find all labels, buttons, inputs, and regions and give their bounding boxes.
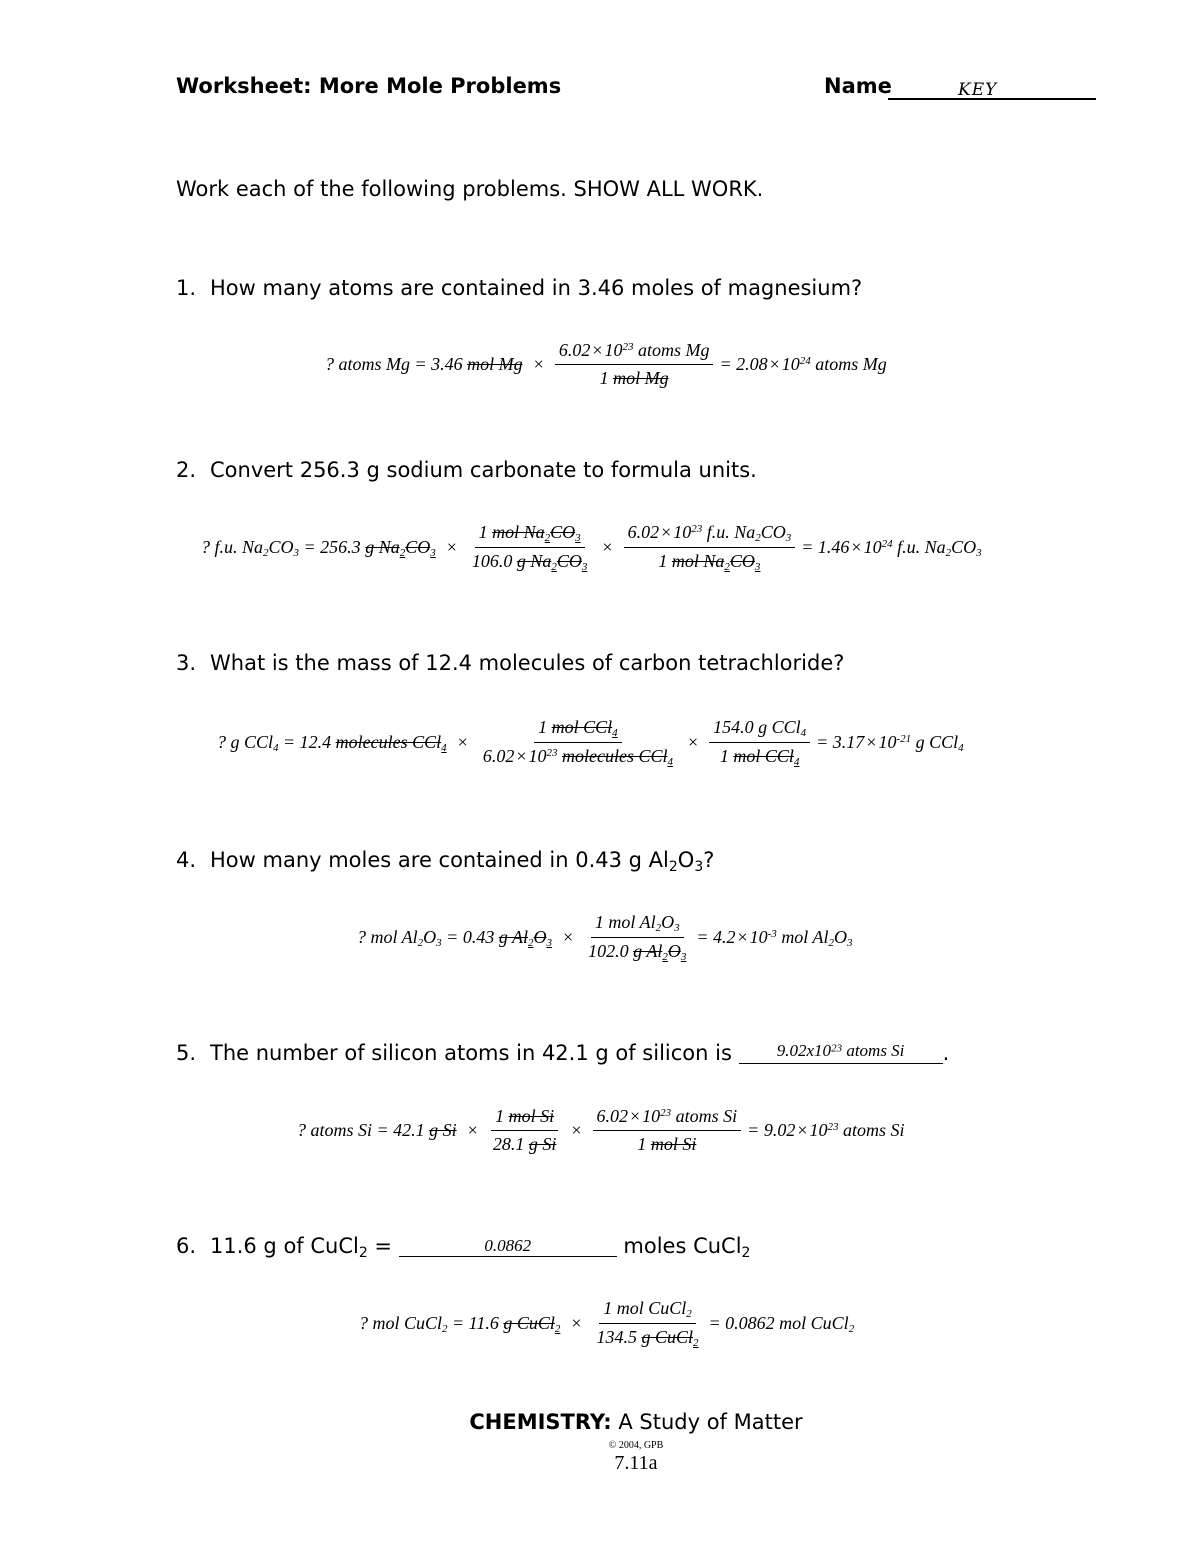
question-text: How many atoms are contained in 3.46 moles of magnesium? <box>210 276 863 300</box>
equation-2: ? f.u. $Na_2CO_3 = 256.3$ g $Na_2CO_3$ × $\frac{1 mol Na_2CO_3}{106.0 g Na_2CO_3}$ × $\frac{6.02 \times 10^{23} f.u. Na_2CO_3}{1 mol Na_2CO_3}$ = $1.46 \times 10^{24}$ f.u. $Na_2CO_3$ <box>201 522 982 573</box>
question-1 <box>176 276 862 300</box>
question-4: 4. How many moles are contained in 0.43 g $Al_2O_3$? <box>176 848 715 875</box>
answer-blank: 0.0862 <box>399 1234 617 1257</box>
question-text: What is the mass of 12.4 molecules of carbon tetrachloride? <box>210 651 845 675</box>
equation-1: ? atoms Mg = 3.46 mol Mg × $\frac{6.02 \times 10^{23} atoms Mg}{\text{1 mol Mg}}$ = $2.08 \times 10^{24}$ atoms Mg <box>325 340 887 388</box>
worksheet-title: Worksheet: More Mole Problems <box>176 74 562 98</box>
question-text: Convert 256.3 g sodium carbonate to formula units. <box>210 458 757 482</box>
question-number: 3. <box>176 651 197 675</box>
equation-3: ? g CCl$_4$ = 12.4 molecules CCl$_4$ × $\frac{1 mol CCl_4}{6.02 \times 10^{23} molecules CCl_4}$ × $\frac{154.0 g CCl_4}{1 mol CCl_4}$ = $3.17 \times 10^{-21}$ g CCl$_4$ <box>217 717 964 768</box>
question-3 <box>176 651 844 675</box>
footer-copyright: © 2004, GPB <box>608 1440 664 1451</box>
question-6: 6. 11.6 g of CuCl$_2$ = 0.0862 moles CuCl$_2$ <box>176 1234 751 1261</box>
page-number: 7.11a <box>614 1452 658 1474</box>
question-number: 5. <box>176 1041 197 1065</box>
equation-4: ? mol $Al_2O_3 = 0.43$ g $Al_2O_3$ × $\frac{1 mol Al_2O_3}{102.0 g Al_2O_3}$ = $4.2 \times 10^{-3}$ mol $Al_2O_3$ <box>357 912 853 963</box>
footer-brand: CHEMISTRY: A Study of Matter <box>469 1410 803 1434</box>
instructions: Work each of the following problems. SHOW ALL WORK. <box>176 177 764 201</box>
question-text: How many moles are contained in 0.43 g Al <box>210 848 669 872</box>
question-number: 2. <box>176 458 197 482</box>
equation-6: ? mol CuCl$_2$ = 11.6 g CuCl$_2$ × $\frac{1 mol CuCl_2}{134.5 g CuCl_2}$ = 0.0862 mol CuCl$_2$ <box>359 1298 855 1349</box>
question-text: 11.6 g of CuCl <box>210 1234 359 1258</box>
question-text: The number of silicon atoms in 42.1 g of silicon is <box>210 1041 732 1065</box>
question-number: 1. <box>176 276 197 300</box>
name-label: Name <box>824 74 892 98</box>
name-value: KEY <box>958 80 998 100</box>
equation-5: ? atoms Si = 42.1 g Si × $\frac{\text{1 mol Si}}{\text{28.1 g Si}}$ × $\frac{6.02 \times 10^{23} atoms Si}{\text{1 mol Si}}$ = $9.02 \times 10^{23}$ atoms Si <box>297 1106 905 1154</box>
answer-blank: $9.02x10^{23}$ atoms Si <box>739 1041 943 1064</box>
question-number: 4. <box>176 848 197 872</box>
question-number: 6. <box>176 1234 197 1258</box>
question-2 <box>176 458 757 482</box>
question-5: 5. The number of silicon atoms in 42.1 g of silicon is $9.02x10^{23}$ atoms Si . <box>176 1041 950 1065</box>
